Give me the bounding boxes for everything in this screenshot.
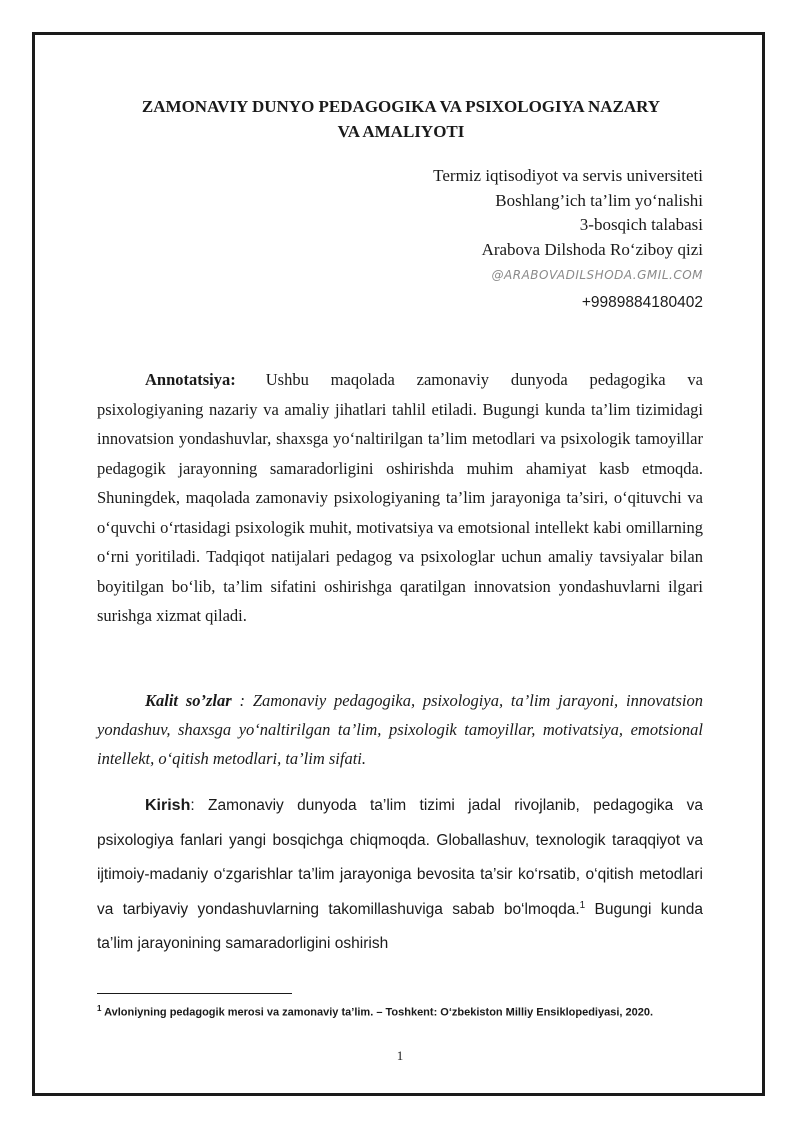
document-title [96, 94, 706, 144]
introduction-text-2: Bugungi kunda ta’lim jarayonining samaradorligini oshirish [97, 900, 704, 952]
author-name: Arabova Dilshoda Ro‘ziboy qizi [481, 239, 703, 259]
footnote-mark: 1 [97, 1004, 102, 1013]
author-email: @ARABOVADILSHODA.GMIL.COM [491, 268, 703, 282]
abstract-paragraph [97, 365, 703, 631]
introduction-label: Kirish [145, 797, 191, 814]
university-name: Termiz iqtisodiyot va servis universiteti [433, 166, 703, 185]
abstract-label: Annotatsiya: [145, 370, 236, 389]
introduction-paragraph [97, 789, 703, 962]
author-phone: +9989884180402 [581, 293, 703, 311]
title-line-1: ZAMONAVIY DUNYO PEDAGOGIKA VA PSIXOLOGIYA NAZARY [141, 97, 661, 116]
footnote-reference[interactable]: 1 [579, 899, 586, 911]
keywords-label: Kalit so’zlar [145, 691, 232, 710]
footnote [97, 1001, 717, 1021]
footnote-text: Avloniyning pedagogik merosi va zamonaviy ta’lim. – Toshkent: O‘zbekiston Milliy Ensiklopediyasi, 2020. [101, 1006, 654, 1019]
author-block [283, 164, 703, 315]
introduction-text-1: : Zamonaviy dunyoda ta’lim tizimi jadal rivojlanib, pedagogika va psixologiya fanlari yangi bosqichga chiqmoqda. Globallashuv, texnologik taraqqiyot va ijtimoiy-madaniy o‘zgarishlar ta’lim jarayoniga bevosita ta’sir ko‘rsatib, o‘qitish metodlari va tarbiyaviy yondashuvlarning takomillashuviga sabab bo‘lmoqda. [97, 797, 703, 918]
footnote-divider [97, 993, 292, 994]
student-year: 3-bosqich talabasi [579, 215, 703, 234]
keywords-paragraph [97, 686, 703, 773]
abstract-text: Ushbu maqolada zamonaviy dunyoda pedagogika va psixologiyaning nazariy va amaliy jihatlari tahlil etiladi. Bugungi kunda ta’lim tizimidagi innovatsion yondashuvlar, shaxsga yo‘naltirilgan ta’lim metodlari va psixologik tamoyillar pedagogik jarayonning samaradorligini oshirishda muhim ahamiyat kasb etmoqda. Shuningdek, maqolada zamonaviy psixologiyaning ta’lim jarayoniga ta’siri, o‘qituvchi va o‘quvchi o‘rtasidagi psixologik muhit, motivatsiya va emotsional intellekt kabi omillarning o‘rni yoritiladi. Tadqiqot natijalari pedagog va psixologlar uchun amaliy tavsiyalar bilan boyitilgan bo‘lib, ta’lim sifatini oshirishga qaratilgan innovatsion yondashuvlarni ilgari surishga xizmat qiladi. [97, 370, 703, 625]
keywords-text: : Zamonaviy pedagogika, psixologiya, ta’lim jarayoni, innovatsion yondashuv, shaxsga yo‘naltirilgan ta’lim, psixologik tamoyillar, motivatsiya, emotsional intellekt, o‘qitish metodlari, ta’lim sifati. [97, 691, 703, 768]
program-name: Boshlang’ich ta’lim yo‘nalishi [495, 190, 703, 210]
page-number: 1 [396, 1048, 404, 1063]
title-line-2: VA AMALIYOTI [337, 122, 465, 141]
